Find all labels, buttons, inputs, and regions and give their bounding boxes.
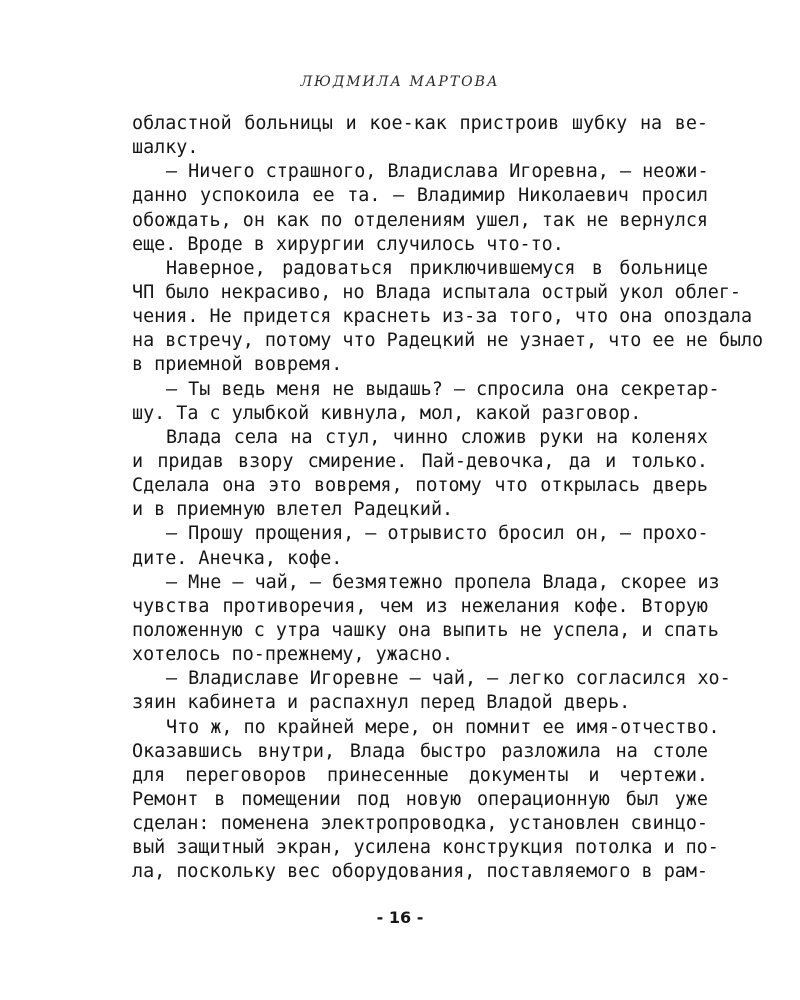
text-line: и в приемную влетел Радецкий. xyxy=(132,499,454,521)
text-line: и придав взору смирение. Пай-девочка, да и только. xyxy=(132,450,708,472)
text-line: областной больницы и кое-как пристроив шубку на ве- xyxy=(132,113,708,134)
running-head: ЛЮДМИЛА МАРТОВА xyxy=(300,74,500,90)
text-line: еще. Вроде в хирургии случилось что-то. xyxy=(132,233,564,255)
text-line: Сделала она это вовремя, потому что открылась дверь xyxy=(132,475,708,497)
text-line: обождать, он как по отделениям ушел, так не вернулся xyxy=(132,209,708,231)
text-line: — Прошу прощения, — отрывисто бросил он, — прохо- xyxy=(166,523,709,545)
text-line: сделан: поменена электропроводка, установлен свинцо- xyxy=(132,813,708,835)
text-line: Что ж, по крайней мере, он помнит ее имя-отчество. xyxy=(166,716,720,738)
text-line: в приемной вовремя. xyxy=(132,354,343,376)
text-line: положенную с утра чашку она выпить не успела, и спать xyxy=(132,619,719,641)
text-line: чувства противоречия, чем из нежелания кофе. Вторую xyxy=(132,595,708,617)
text-line: — Мне — чай, — безмятежно пропела Влада, скорее из xyxy=(166,571,720,593)
text-line: на встречу, потому что Радецкий не узнает, что ее не было xyxy=(132,330,764,352)
text-line: ЧП было некрасиво, но Влада испытала острый укол облег- xyxy=(132,281,741,303)
text-line: чения. Не придется краснеть из-за того, что она опоздала xyxy=(132,306,753,328)
text-line: Оказавшись внутри, Влада быстро разложила на столе xyxy=(132,740,708,762)
text-line: — Ты ведь меня не выдашь? — спросила она секретар- xyxy=(166,378,720,400)
text-line: шалку. xyxy=(132,137,199,159)
text-line: вый защитный экран, усилена конструкция потолка и по- xyxy=(132,837,719,859)
text-line: Влада села на стул, чинно сложив руки на коленях xyxy=(166,426,708,448)
text-line: Ремонт в помещении под новую операционную был уже xyxy=(132,788,708,810)
text-line: данно успокоила ее та. — Владимир Николаевич просил xyxy=(132,185,708,207)
text-line: ла, поскольку вес оборудования, поставляемого в рам- xyxy=(132,861,708,883)
text-line: дите. Анечка, кофе. xyxy=(132,547,343,569)
page-body xyxy=(132,112,764,885)
page-number: - 16 - xyxy=(376,908,424,927)
text-line: — Ничего страшного, Владислава Игоревна, — неожи- xyxy=(166,161,709,183)
text-line: шу. Та с улыбкой кивнула, мол, какой разговор. xyxy=(132,402,642,424)
text-line: — Владиславе Игоревне — чай, — легко согласился хо- xyxy=(166,668,731,690)
text-line: зяин кабинета и распахнул перед Владой дверь. xyxy=(132,692,631,714)
text-line: для переговоров принесенные документы и чертежи. xyxy=(132,764,708,786)
text-line: хотелось по-прежнему, ужасно. xyxy=(132,644,454,666)
text-line: Наверное, радоваться приключившемуся в больнице xyxy=(166,257,708,279)
